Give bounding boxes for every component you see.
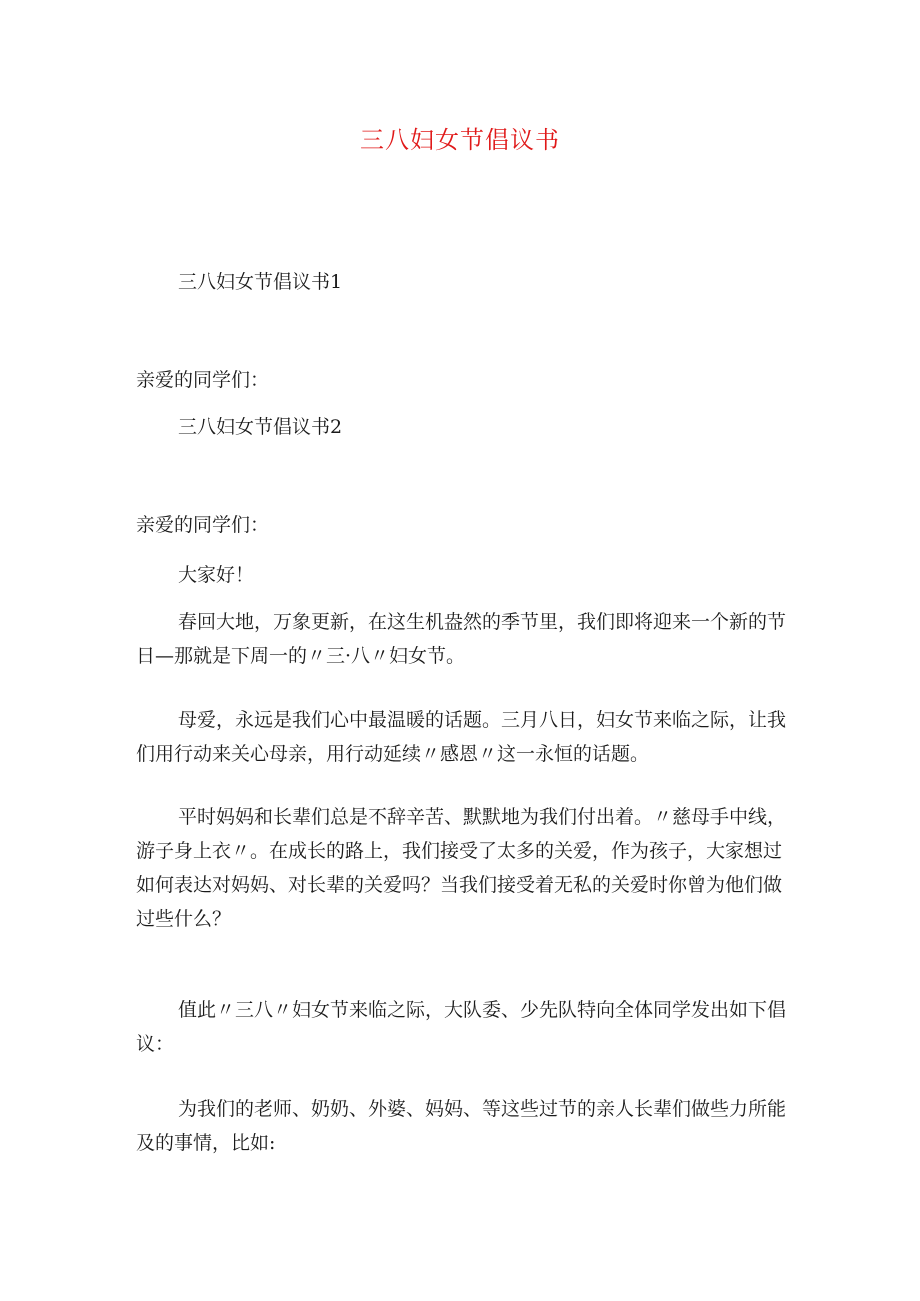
salutation-1: 亲爱的同学们： — [136, 369, 270, 391]
salutation-2: 亲爱的同学们： — [136, 514, 270, 536]
greeting: 大家好！ — [178, 564, 255, 586]
section-heading-1: 三八妇女节倡议书1 — [178, 271, 343, 293]
page-title: 三八妇女节倡议书 — [360, 126, 560, 154]
paragraph-1: 春回大地，万象更新，在这生机盎然的季节里，我们即将迎来一个新的节日—那就是下周一的〃三·八〃妇女节。 — [136, 611, 787, 667]
section-heading-2: 三八妇女节倡议书2 — [178, 416, 343, 438]
paragraph-3: 平时妈妈和长辈们总是不辞辛苦、默默地为我们付出着。〃慈母手中线，游子身上衣〃。在成长的路上，我们接受了太多的关爱，作为孩子，大家想过如何表达对妈妈、对长辈的关爱吗？当我们接受着无私的关爱时你曾为他们做过些什么？ — [136, 806, 787, 930]
paragraph-2: 母爱，永远是我们心中最温暖的话题。三月八日，妇女节来临之际，让我们用行动来关心母亲，用行动延续〃感恩〃这一永恒的话题。 — [136, 709, 787, 765]
paragraph-5: 为我们的老师、奶奶、外婆、妈妈、等这些过节的亲人长辈们做些力所能及的事情，比如: — [136, 1098, 787, 1154]
paragraph-4: 值此〃三八〃妇女节来临之际，大队委、少先队特向全体同学发出如下倡议： — [136, 999, 787, 1055]
